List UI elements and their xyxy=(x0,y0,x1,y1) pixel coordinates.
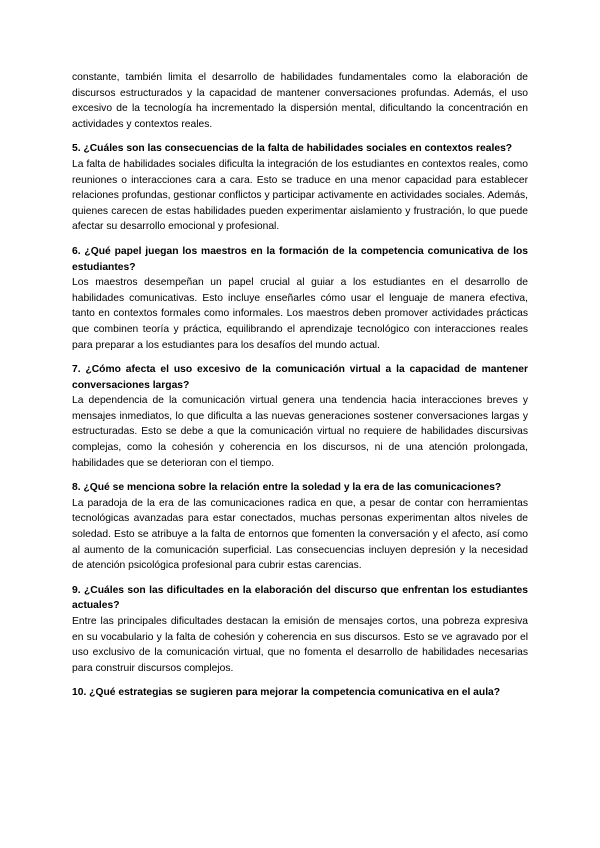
question-heading: 5. ¿Cuáles son las consecuencias de la falta de habilidades sociales en contextos reales? xyxy=(72,143,513,155)
question-heading: 10. ¿Qué estrategias se sugieren para mejorar la competencia comunicativa en el aula? xyxy=(72,687,501,699)
qa-item-5 xyxy=(72,141,528,235)
qa-item-10 xyxy=(72,685,528,701)
qa-item-6 xyxy=(72,244,528,353)
question-heading: 7. ¿Cómo afecta el uso excesivo de la comunicación virtual a la capacidad de mantener conversaciones largas? xyxy=(72,364,528,391)
qa-item-7 xyxy=(72,362,528,471)
question-heading: 6. ¿Qué papel juegan los maestros en la formación de la competencia comunicativa de los estudiantes? xyxy=(72,245,528,273)
question-heading: 8. ¿Qué se menciona sobre la relación entre la soledad y la era de las comunicaciones? xyxy=(72,482,502,494)
intro-paragraph: constante, también limita el desarrollo de habilidades fundamentales como la elaboración de discursos estructurados y la capacidad de mantener conversaciones profundas. Además, el uso excesivo de la tecnología ha incrementado la dispersión mental, dificultando la concentración en actividades y contextos reales. xyxy=(72,72,528,130)
question-heading: 9. ¿Cuáles son las dificultades en la elaboración del discurso que enfrentan los estudiantes actuales? xyxy=(72,584,528,612)
answer-paragraph: La dependencia de la comunicación virtual genera una tendencia hacia interacciones breves y mensajes inmediatos, lo que dificulta a las nuevas generaciones sostener conversaciones largas y estructuradas. Esto se debe a que la comunicación virtual no requiere de habilidades discursivas complejas, como la cohesión y coherencia en los discursos, ni de una atención prolongada, habilidades que se deterioran con el tiempo. xyxy=(72,395,528,469)
document-page xyxy=(72,70,528,710)
qa-item-8 xyxy=(72,480,528,574)
answer-paragraph: Los maestros desempeñan un papel crucial al guiar a los estudiantes en el desarrollo de habilidades comunicativas. Esto incluye enseñarles cómo usar el lenguaje de manera efectiva, tanto en contextos formales como informales. Los maestros deben promover actividades prácticas que combinen teoría y práctica, equilibrando el aprendizaje tecnológico con interacciones reales para preparar a los estudiantes para los desafíos del mundo actual. xyxy=(72,277,528,351)
answer-paragraph: La paradoja de la era de las comunicaciones radica en que, a pesar de contar con herramientas tecnológicas avanzadas para estar conectados, muchas personas experimentan altos niveles de soledad. Esto se atribuye a la falta de entornos que fomenten la conversación y el afecto, así como al aumento de la comunicación superficial. Las consecuencias incluyen depresión y la necesidad de atención psicológica profesional para cubrir estas carencias. xyxy=(72,497,528,572)
answer-paragraph: La falta de habilidades sociales dificulta la integración de los estudiantes en contextos reales, como reuniones o interacciones cara a cara. Esto se traduce en una menor capacidad para establecer relaciones profundas, gestionar conflictos y participar activamente en actividades sociales. Además, quienes carecen de estas habilidades pueden experimentar aislamiento y frustración, lo que puede afectar su desarrollo emocional y profesional. xyxy=(72,158,528,233)
qa-item-9 xyxy=(72,583,528,677)
answer-paragraph: Entre las principales dificultades destacan la emisión de mensajes cortos, una pobreza expresiva en su vocabulario y la falta de cohesión y coherencia en sus discursos. Esto se ve agravado por el uso exclusivo de la comunicación virtual, que no fomenta el desarrollo de habilidades necesarias para construir discursos complejos. xyxy=(72,616,528,674)
